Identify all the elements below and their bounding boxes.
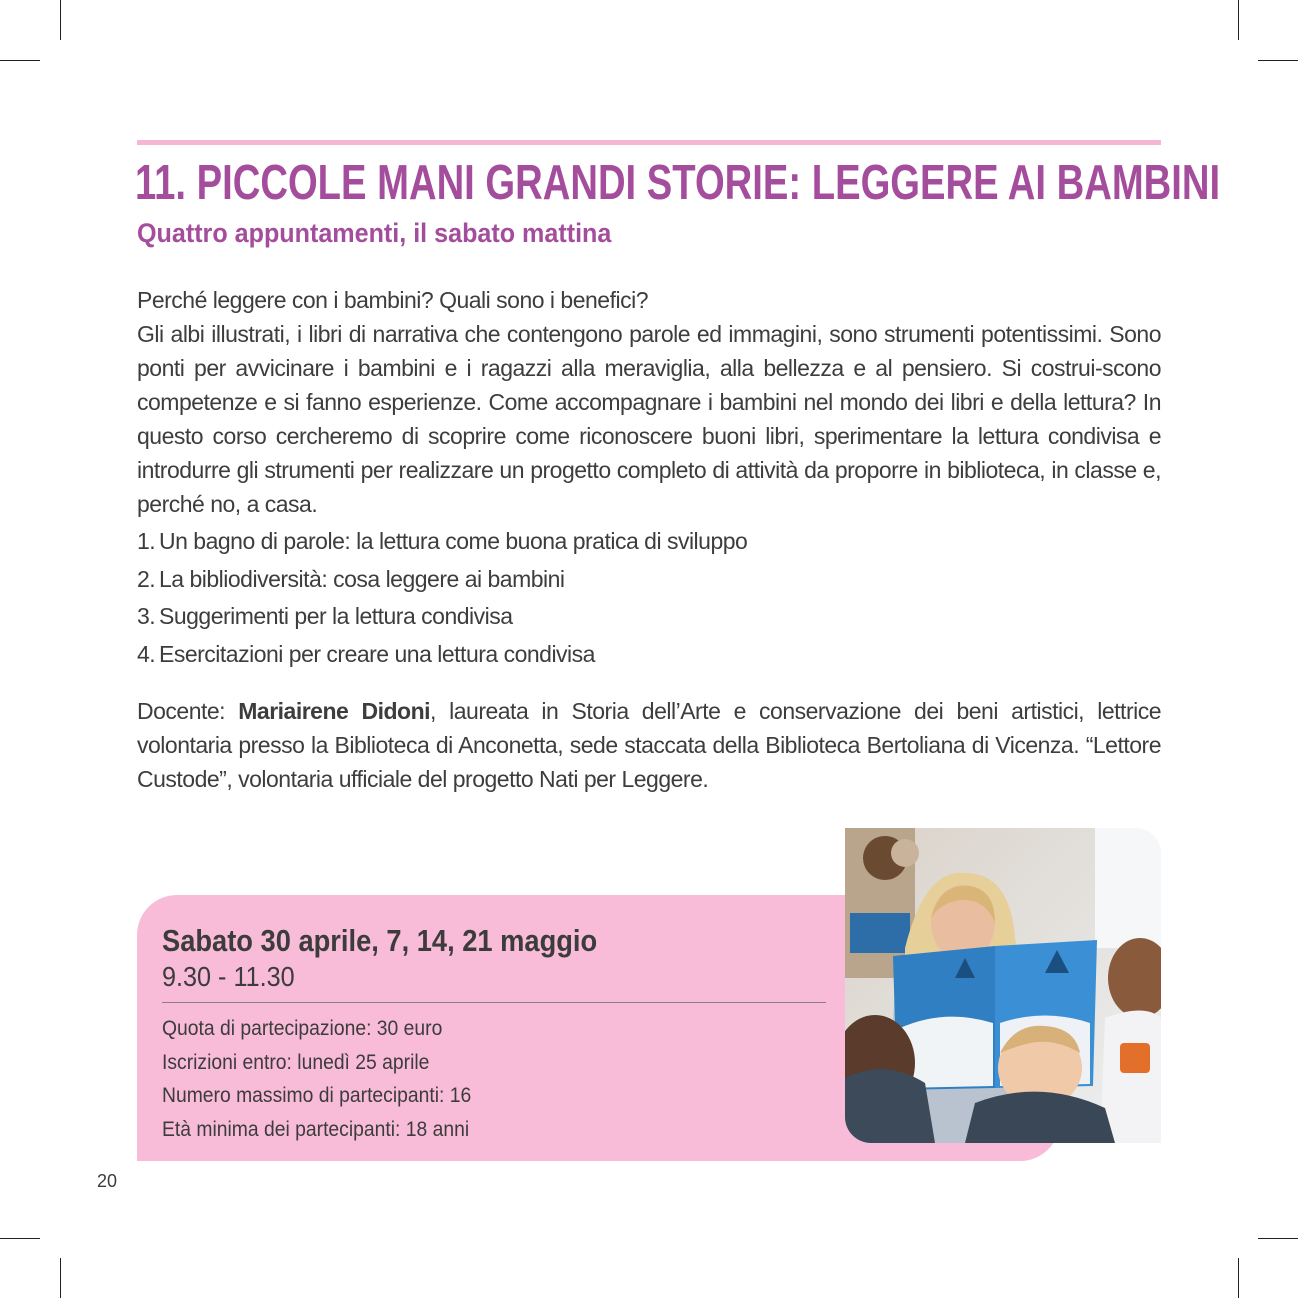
schedule-dates: Sabato 30 aprile, 7, 14, 21 maggio bbox=[162, 923, 598, 958]
teacher-label: Docente: bbox=[137, 698, 239, 724]
max-participants-text: Numero massimo di partecipanti: 16 bbox=[162, 1084, 472, 1107]
page-subtitle: Quattro appuntamenti, il sabato mattina bbox=[137, 218, 612, 248]
page-number: 20 bbox=[97, 1171, 118, 1191]
program-list bbox=[137, 523, 1161, 673]
page-title: 11. PICCOLE MANI GRANDI STORIE: LEGGERE AI BAMBINI bbox=[135, 156, 1221, 210]
list-item: 2. La bibliodiversità: cosa leggere ai bambini bbox=[137, 565, 565, 592]
teacher-bio: , laureata in Storia dell’Arte e conservazione dei beni artistici, lettrice volontaria presso la Biblioteca di Anconetta, sede staccata della Biblioteca Bertoliana di Vicenza. “Lettore Custode”, volontaria ufficiale del progetto Nati per Leggere. bbox=[137, 698, 1161, 792]
deadline-text: Iscrizioni entro: lunedì 25 aprile bbox=[162, 1050, 430, 1074]
teacher-info bbox=[137, 694, 1161, 796]
crop-mark bbox=[1238, 0, 1239, 40]
crop-mark bbox=[1258, 60, 1298, 61]
list-item: 1. Un bagno di parole: la lettura come buona pratica di sviluppo bbox=[137, 528, 748, 554]
reading-photo bbox=[845, 828, 1161, 1143]
course-description bbox=[137, 283, 1161, 673]
crop-mark bbox=[1258, 1238, 1298, 1239]
list-item: 3. Suggerimenti per la lettura condivisa bbox=[137, 603, 513, 629]
teacher-name: Mariairene Didoni bbox=[238, 698, 431, 724]
schedule-time: 9.30 - 11.30 bbox=[162, 961, 295, 992]
divider bbox=[162, 1002, 826, 1003]
crop-mark bbox=[60, 1258, 61, 1298]
crop-mark bbox=[0, 60, 40, 61]
list-item: 4. Esercitazioni per creare una lettura condivisa bbox=[137, 640, 595, 667]
title-accent-bar bbox=[137, 140, 1161, 145]
crop-mark bbox=[60, 0, 61, 40]
schedule-details bbox=[162, 1012, 498, 1146]
intro-question: Perché leggere con i bambini? Quali sono i benefici? bbox=[137, 287, 648, 313]
crop-mark bbox=[0, 1238, 40, 1239]
intro-paragraph: Gli albi illustrati, i libri di narrativa che contengono parole ed immagini, sono strumenti potentissimi. Sono ponti per avvicinare i bambini e i ragazzi alla meraviglia, alla bellezza e al pensiero. Si costrui-scono competenze e si fanno esperienze. Come accompagnare i bambini nel mondo dei libri e della lettura? In questo corso cercheremo di scoprire come riconoscere buoni libri, sperimentare la lettura condivisa e introdurre gli strumenti per realizzare un progetto completo di attività da proporre in biblioteca, in classe e, perché no, a casa. bbox=[137, 321, 1161, 517]
fee-text: Quota di partecipazione: 30 euro bbox=[162, 1017, 443, 1040]
reading-photo-illustration bbox=[845, 828, 1161, 1143]
crop-mark bbox=[1238, 1258, 1239, 1298]
min-age-text: Età minima dei partecipanti: 18 anni bbox=[162, 1117, 470, 1141]
